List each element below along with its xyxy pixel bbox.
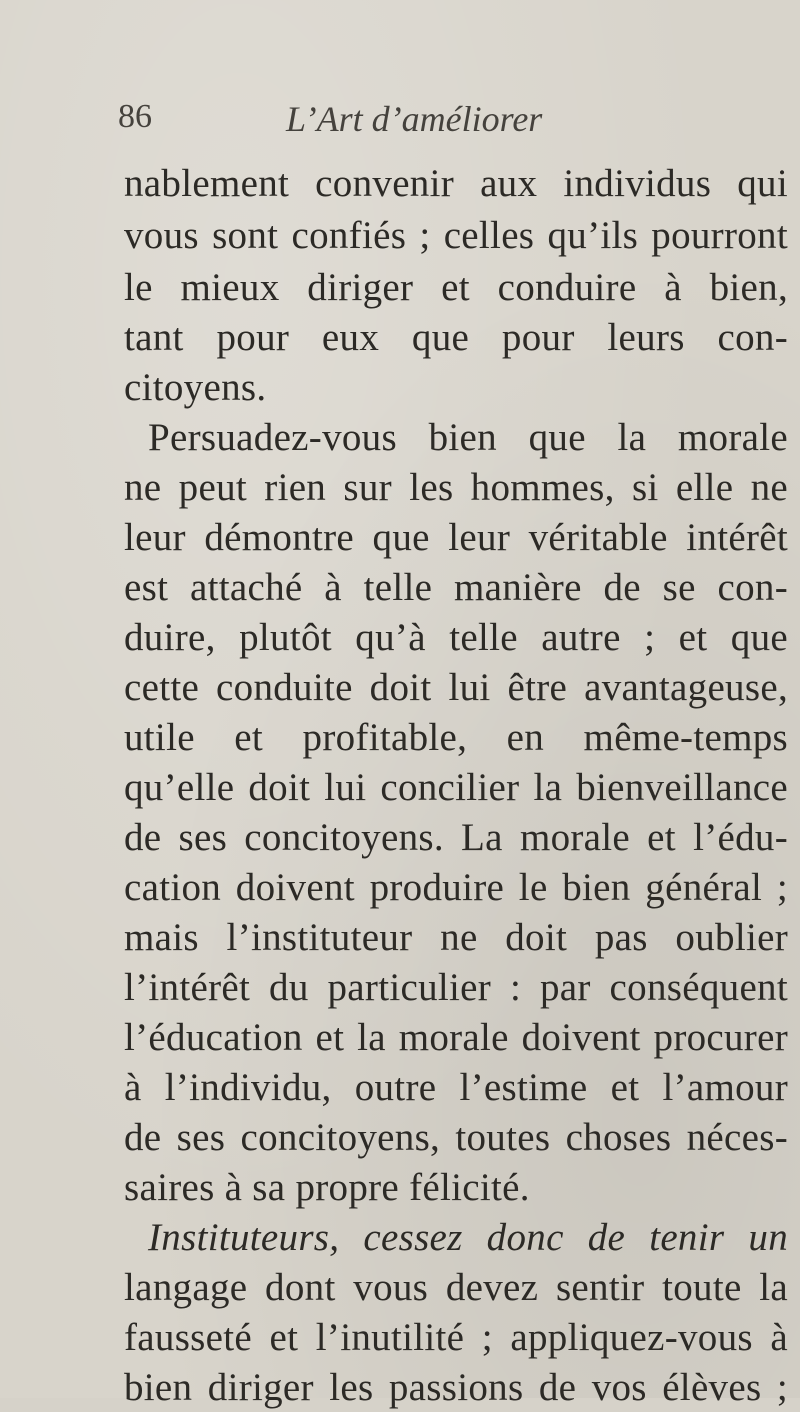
text-line: à l’individu, outre l’estime et l’amour [124,1066,788,1109]
running-title: L’Art d’améliorer [286,99,543,139]
text-line: mais l’instituteur ne doit pas oublier [124,916,788,959]
paragraph-first-line: Instituteurs, cessez donc de tenir un [148,1216,788,1259]
text-line: l’intérêt du particulier : par conséquent [124,966,788,1009]
text-line: tant pour eux que pour leurs con- [124,316,788,359]
text-line: vous sont confiés ; celles qu’ils pourront [124,214,788,257]
text-line: de ses concitoyens, toutes choses néces- [124,1116,788,1159]
text-line: fausseté et l’inutilité ; appliquez-vous à [124,1316,788,1359]
text-line: utile et profitable, en même-temps [124,716,788,759]
text-line: ne peut rien sur les hommes, si elle ne [124,466,788,509]
text-line: le mieux diriger et conduire à bien, [124,266,788,309]
text-line: saires à sa propre félicité. [124,1166,530,1209]
page-header [118,98,678,148]
text-line: qu’elle doit lui concilier la bienveillance [124,766,788,809]
text-line: langage dont vous devez sentir toute la [124,1266,788,1309]
text-line: leur démontre que leur véritable intérêt [124,516,788,559]
page-number: 86 [118,98,152,135]
text-line: duire, plutôt qu’à telle autre ; et que [124,616,788,659]
text-line: de ses concitoyens. La morale et l’édu- [124,816,788,859]
text-line: bien diriger les passions de vos élèves ; [124,1366,788,1409]
text-line: cette conduite doit lui être avantageuse, [124,666,788,709]
paragraph-first-line: Persuadez-vous bien que la morale [148,416,788,459]
text-line: nablement convenir aux individus qui [124,162,788,205]
text-line: citoyens. [124,366,267,409]
text-line: cation doivent produire le bien général ; [124,866,788,909]
text-line: l’éducation et la morale doivent procurer [124,1016,788,1059]
text-line: est attaché à telle manière de se con- [124,566,788,609]
